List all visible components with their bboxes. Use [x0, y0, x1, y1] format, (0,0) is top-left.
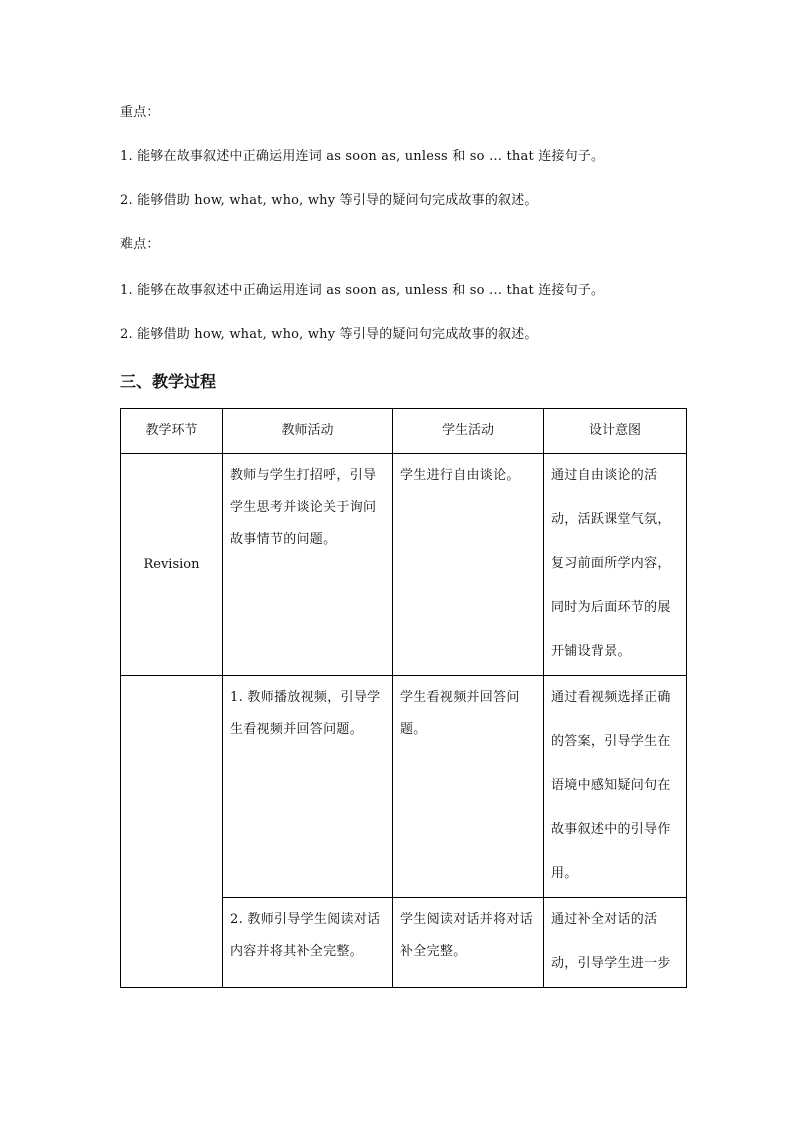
design-intent-text: 通过补全对话的活动，引导学生进一步	[551, 912, 671, 971]
design-intent-text: 通过自由谈论的活动，活跃课堂气氛，复习前面所学内容，同时为后面环节的展开铺设背景。	[551, 468, 671, 659]
difficulty-item-1: 1. 能够在故事叙述中正确运用连词 as soon as, unless 和 so … that 连接句子。	[120, 283, 605, 298]
design-intent-cell	[544, 676, 687, 898]
student-activity-text: 学生进行自由谈论。	[400, 468, 520, 483]
student-activity-cell	[393, 454, 544, 676]
header-teacher-activity: 教师活动	[223, 409, 393, 454]
focus-item-1: 1. 能够在故事叙述中正确运用连词 as soon as, unless 和 so … that 连接句子。	[120, 149, 605, 164]
header-design-intent: 设计意图	[544, 409, 687, 454]
stage-cell	[121, 454, 223, 676]
student-activity-text: 学生阅读对话并将对话补全完整。	[400, 912, 534, 959]
stage-cell	[121, 676, 223, 988]
teacher-activity-cell	[223, 454, 393, 676]
section-heading: 三、教学过程	[120, 372, 217, 391]
teacher-activity-text: 2. 教师引导学生阅读对话内容并将其补全完整。	[230, 912, 381, 959]
focus-item-2: 2. 能够借助 how, what, who, why 等引导的疑问句完成故事的叙述。	[120, 193, 538, 208]
student-activity-text: 学生看视频并回答问题。	[400, 690, 520, 737]
teaching-process-table	[120, 408, 687, 988]
teacher-activity-cell	[223, 676, 393, 898]
table-row	[121, 676, 687, 898]
header-student-activity: 学生活动	[393, 409, 544, 454]
teacher-activity-cell	[223, 898, 393, 988]
table-row	[121, 454, 687, 676]
student-activity-cell	[393, 898, 544, 988]
design-intent-cell	[544, 454, 687, 676]
design-intent-text: 通过看视频选择正确的答案，引导学生在语境中感知疑问句在故事叙述中的引导作用。	[551, 690, 671, 881]
teacher-activity-text: 教师与学生打招呼，引导学生思考并谈论关于询问故事情节的问题。	[230, 468, 377, 547]
difficulty-label: 难点：	[120, 237, 160, 252]
difficulty-item-2: 2. 能够借助 how, what, who, why 等引导的疑问句完成故事的叙述。	[120, 327, 538, 342]
design-intent-cell	[544, 898, 687, 988]
header-stage: 教学环节	[121, 409, 223, 454]
stage-label: Revision	[143, 557, 200, 572]
student-activity-cell	[393, 676, 544, 898]
focus-label: 重点：	[120, 105, 160, 120]
table-header-row	[121, 409, 687, 454]
teacher-activity-text: 1. 教师播放视频，引导学生看视频并回答问题。	[230, 690, 381, 737]
